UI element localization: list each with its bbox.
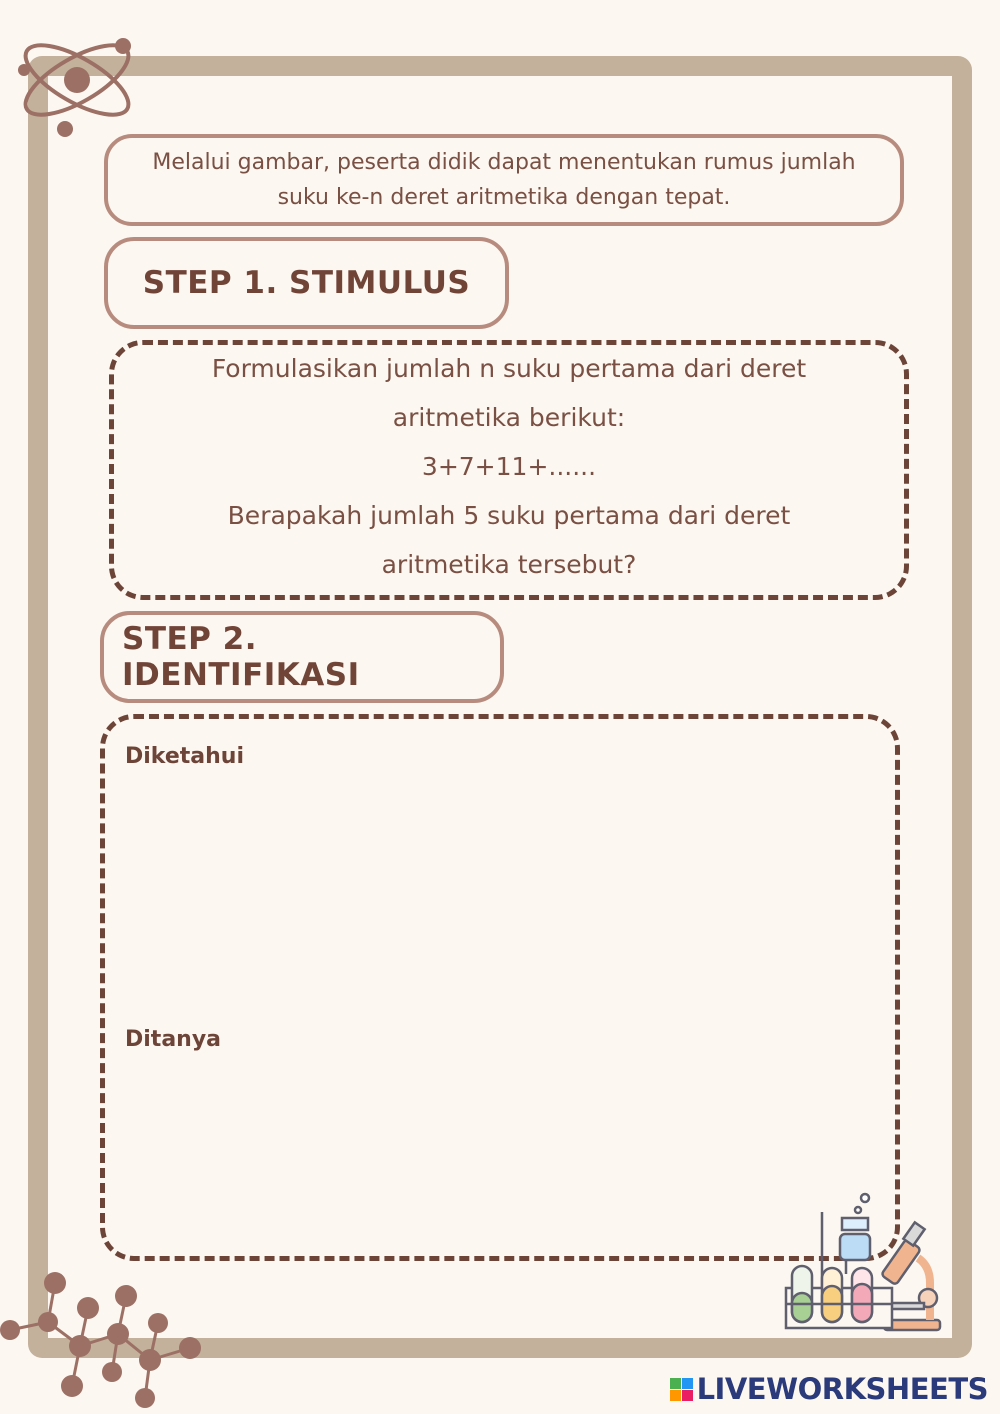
objective-line-1: Melalui gambar, peserta didik dapat menentukan rumus jumlah — [152, 150, 856, 175]
brand-name: LIVEWORKSHEETS — [696, 1372, 988, 1406]
stimulus-line-3: 3+7+11+...... — [421, 452, 597, 481]
step1-title: STEP 1. STIMULUS — [104, 237, 509, 329]
step2-title: STEP 2. IDENTIFIKASI — [100, 611, 504, 703]
identification-box[interactable] — [100, 714, 900, 1261]
liveworksheets-logo-icon — [670, 1378, 693, 1401]
stimulus-text — [109, 344, 909, 589]
stimulus-line-2: aritmetika berikut: — [392, 403, 626, 432]
liveworksheets-brand — [670, 1372, 988, 1406]
stimulus-line-1: Formulasikan jumlah n suku pertama dari deret — [211, 354, 807, 383]
stimulus-line-4: Berapakah jumlah 5 suku pertama dari deret — [227, 501, 791, 530]
stimulus-line-5: aritmetika tersebut? — [381, 550, 637, 579]
objective-line-2: suku ke-n deret aritmetika dengan tepat. — [277, 185, 731, 210]
molecule-icon — [0, 1268, 210, 1414]
learning-objective — [104, 134, 904, 226]
asked-label: Ditanya — [125, 1027, 222, 1052]
lab-equipment-icon — [780, 1188, 946, 1338]
known-label: Diketahui — [125, 744, 244, 769]
atom-icon — [12, 22, 142, 142]
